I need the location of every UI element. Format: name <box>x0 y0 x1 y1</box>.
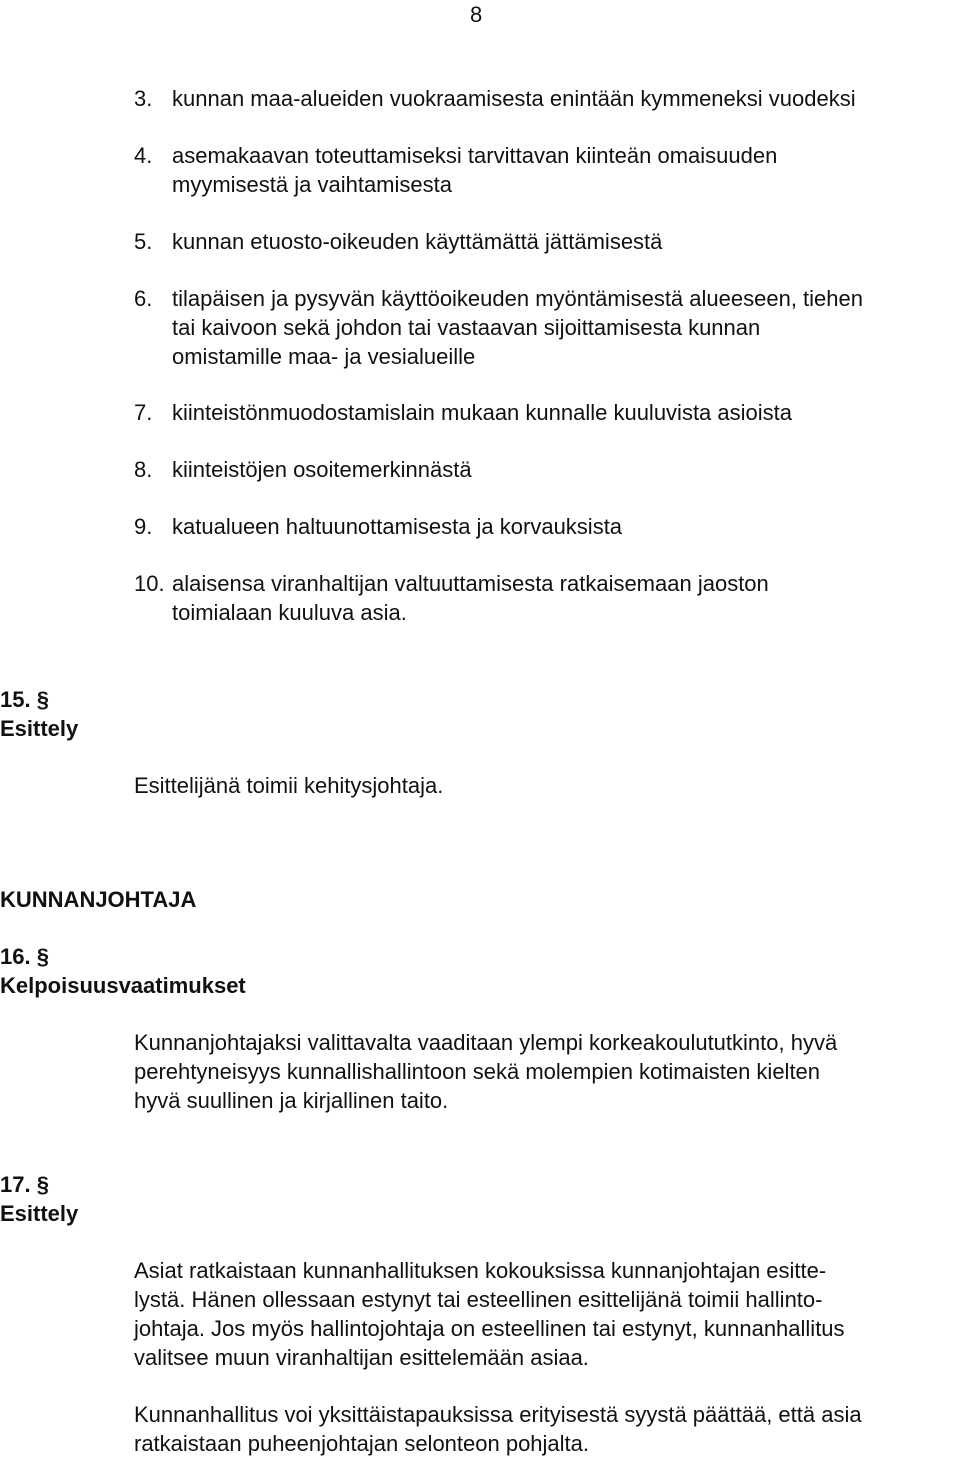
list-item-text: omistamille maa- ja vesialueille <box>172 344 476 369</box>
list-item-text: tai kaivoon sekä johdon tai vastaavan sijoittamisesta kunnan <box>172 315 761 340</box>
list-item <box>134 512 934 541</box>
section-15-text <box>134 771 934 800</box>
section-15-heading <box>0 685 78 743</box>
section-number: 16. § <box>0 944 49 969</box>
list-item-text: katualueen haltuunottamisesta ja korvauksista <box>172 514 623 539</box>
list-item <box>134 284 934 371</box>
paragraph-line: Esittelijänä toimii kehitysjohtaja. <box>134 773 444 798</box>
list-item <box>134 141 934 199</box>
list-item-text: kiinteistönmuodostamislain mukaan kunnalle kuuluvista asioista <box>172 400 792 425</box>
list-item <box>134 84 934 113</box>
section-title: Esittely <box>0 716 79 741</box>
list-item-number: 7. <box>134 400 153 425</box>
section-title: Esittely <box>0 1201 79 1226</box>
list-item-text: toimialaan kuuluva asia. <box>172 600 407 625</box>
list-item-text: alaisensa viranhaltijan valtuuttamisesta ratkaisemaan jaoston <box>172 571 769 596</box>
list-item <box>134 227 934 256</box>
list-item-number: 6. <box>134 286 153 311</box>
paragraph-line: hyvä suullinen ja kirjallinen taito. <box>134 1088 449 1113</box>
list-item-text: tilapäisen ja pysyvän käyttöoikeuden myöntämisestä alueeseen, tiehen <box>172 286 863 311</box>
section-17-paragraph-2 <box>134 1400 934 1458</box>
paragraph-line: valitsee muun viranhaltijan esittelemään asiaa. <box>134 1345 589 1370</box>
list-item-text: kiinteistöjen osoitemerkinnästä <box>172 457 472 482</box>
section-number: 15. § <box>0 687 49 712</box>
paragraph-line: Kunnanjohtajaksi valittavalta vaaditaan ylempi korkeakoulututkinto, hyvä <box>134 1030 838 1055</box>
section-17-heading <box>0 1170 78 1228</box>
paragraph-line: perehtyneisyys kunnallishallintoon sekä molempien kotimaisten kielten <box>134 1059 821 1084</box>
paragraph-line: Kunnanhallitus voi yksittäistapauksissa erityisestä syystä päättää, että asia <box>134 1402 862 1427</box>
paragraph-line: ratkaistaan puheenjohtajan selonteon pohjalta. <box>134 1431 590 1456</box>
list-item-text: myymisestä ja vaihtamisesta <box>172 172 452 197</box>
list-item-text: kunnan maa-alueiden vuokraamisesta enintään kymmeneksi vuodeksi <box>172 86 856 111</box>
list-item <box>134 455 934 484</box>
section-16-heading <box>0 942 246 1000</box>
paragraph-line: lystä. Hänen ollessaan estynyt tai esteellinen esittelijänä toimii hallinto- <box>134 1287 823 1312</box>
paragraph-line: johtaja. Jos myös hallintojohtaja on esteellinen tai estynyt, kunnanhallitus <box>134 1316 845 1341</box>
list-item-number: 4. <box>134 143 153 168</box>
chapter-title: KUNNANJOHTAJA <box>0 887 197 912</box>
list-item-number: 10. <box>134 571 165 596</box>
section-16-text <box>134 1028 934 1115</box>
list-item-text: kunnan etuosto-oikeuden käyttämättä jättämisestä <box>172 229 663 254</box>
list-item <box>134 569 934 627</box>
list-item-text: asemakaavan toteuttamiseksi tarvittavan kiinteän omaisuuden <box>172 143 778 168</box>
section-title: Kelpoisuusvaatimukset <box>0 973 246 998</box>
list-item-number: 9. <box>134 514 153 539</box>
list-item <box>134 398 934 427</box>
list-item-number: 5. <box>134 229 153 254</box>
list-item-number: 8. <box>134 457 153 482</box>
list-item-number: 3. <box>134 86 153 111</box>
section-17-paragraph-1 <box>134 1256 934 1372</box>
paragraph-line: Asiat ratkaistaan kunnanhallituksen kokouksissa kunnanjohtajan esitte- <box>134 1258 827 1283</box>
page-number: 8 <box>470 2 483 27</box>
section-number: 17. § <box>0 1172 49 1197</box>
